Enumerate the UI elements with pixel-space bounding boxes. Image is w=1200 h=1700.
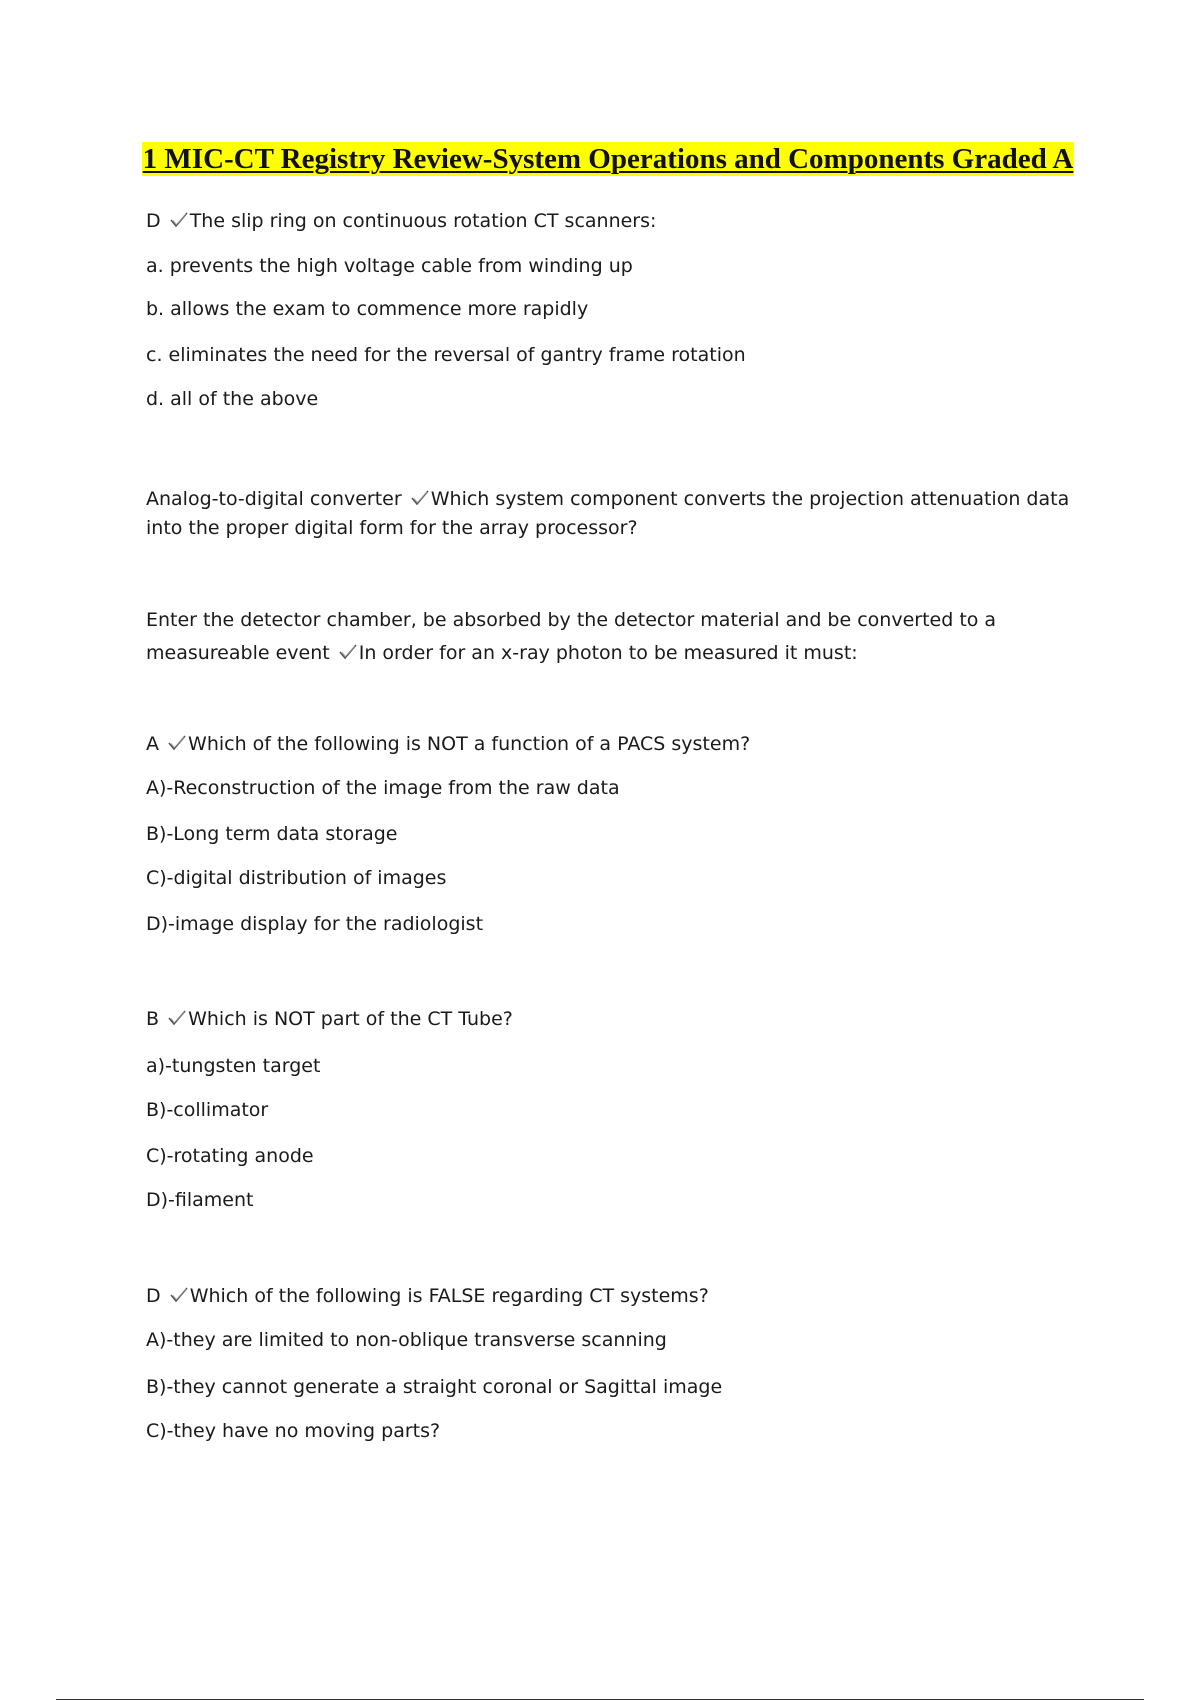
option-line: B)-they cannot generate a straight coronal or Sagittal image	[146, 1376, 723, 1398]
option-line: B)-collimator	[146, 1099, 269, 1121]
document-title: 1 MIC-CT Registry Review-System Operations and Components Graded A	[142, 143, 1074, 175]
question-line	[146, 1283, 709, 1309]
checkmark-icon	[410, 489, 430, 507]
question-line	[146, 208, 656, 234]
option-line: C)-they have no moving parts?	[146, 1420, 441, 1442]
question-text: In order for an x-ray photon to be measured it must:	[358, 642, 858, 664]
answer-text: A	[146, 733, 159, 755]
option-line: b. allows the exam to commence more rapidly	[146, 298, 589, 320]
question-text: Which is NOT part of the CT Tube?	[188, 1008, 513, 1030]
checkmark-icon	[167, 734, 187, 752]
question-line	[146, 604, 1076, 670]
question-text: Which of the following is NOT a function of a PACS system?	[188, 733, 751, 755]
option-line: C)-digital distribution of images	[146, 867, 447, 889]
answer-text: D	[146, 1285, 161, 1307]
option-line: D)-image display for the radiologist	[146, 913, 484, 935]
question-text: Which of the following is FALSE regarding CT systems?	[189, 1285, 709, 1307]
option-line: d. all of the above	[146, 388, 319, 410]
question-text: The slip ring on continuous rotation CT scanners:	[189, 210, 657, 232]
option-line: C)-rotating anode	[146, 1145, 314, 1167]
checkmark-icon	[167, 1009, 187, 1027]
question-text: Which system component converts the projection attenuation data into the proper digital form for the array processor?	[146, 488, 1070, 539]
checkmark-icon	[338, 643, 358, 661]
option-line: D)-filament	[146, 1189, 254, 1211]
answer-text: Enter the detector chamber, be absorbed by the detector material and be converted to a measureable event	[146, 609, 997, 664]
option-line: c. eliminates the need for the reversal of gantry frame rotation	[146, 344, 746, 366]
checkmark-icon	[169, 211, 189, 229]
question-line	[146, 1006, 513, 1032]
option-line: A)-Reconstruction of the image from the raw data	[146, 777, 620, 799]
answer-text: B	[146, 1008, 160, 1030]
answer-text: Analog-to-digital converter	[146, 488, 402, 510]
question-line	[146, 485, 1076, 543]
answer-text: D	[146, 210, 161, 232]
option-line: a)-tungsten target	[146, 1055, 321, 1077]
option-line: a. prevents the high voltage cable from winding up	[146, 255, 633, 277]
option-line: A)-they are limited to non-oblique transverse scanning	[146, 1329, 667, 1351]
question-line	[146, 731, 750, 757]
title-container	[0, 142, 1200, 176]
checkmark-icon	[169, 1286, 189, 1304]
option-line: B)-Long term data storage	[146, 823, 398, 845]
